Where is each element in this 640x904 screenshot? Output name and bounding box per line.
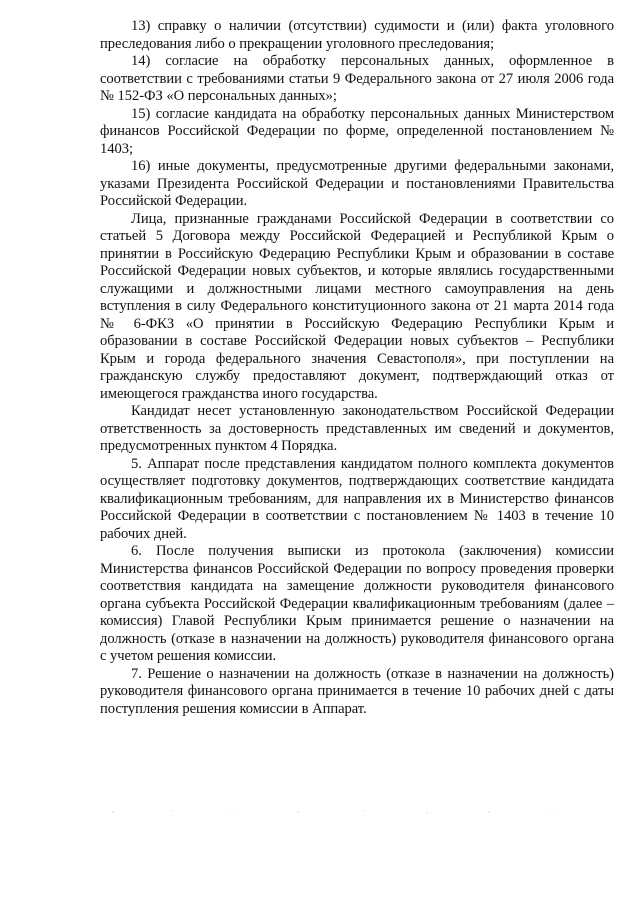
document-body: [100, 18, 614, 718]
paragraph-item-16: 16) иные документы, предусмотренные другими федеральными законами, указами Президента Российской Федерации и постановлениями Правительства Российской Федерации.: [100, 158, 614, 209]
paragraph-item-15: 15) согласие кандидата на обработку персональных данных Министерством финансов Российской Федерации по форме, определенной постановлением № 1403;: [100, 105, 614, 157]
paragraph-crimea-citizens: Лица, признанные гражданами Российской Федерации в соответствии со статьей 5 Договора между Российской Федерацией и Республикой Крым о принятии в Российскую Федерацию Республики Крым и образовании в составе Российской Федерации новых субъектов, и которые являлись государственными служащими и должностными лицами местного самоуправления на день вступления в силу Федерального конституционного закона от 21 марта 2014 года № 6-ФКЗ «О принятии в Российскую Федерацию Республики Крым и образовании в составе Российской Федерации новых субъектов – Республики Крым и города федерального значения Севастополя», при поступлении на гражданскую службу предоставляют документ, подтверждающий отказ от имеющегося гражданства иного государства.: [100, 210, 614, 402]
paragraph-clause-6: 6. После получения выписки из протокола (заключения) комиссии Министерства финансов Российской Федерации по вопросу проведения проверки соответствия кандидата на замещение должности руководителя финансового органа субъекта Российской Федерации квалификационным требованиям (далее – комиссия) Главой Республики Крым принимается решение о назначении на должность (отказе в назначении на должность) руководителя финансового органа с учетом решения комиссии.: [100, 543, 614, 664]
paragraph-item-14: 14) согласие на обработку персональных данных, оформленное в соответствии с требованиями статьи 9 Федерального закона от 27 июля 2006 года № 152-ФЗ «О персональных данных»;: [100, 53, 614, 104]
paragraph-item-13: 13) справку о наличии (отсутствии) судимости и (или) факта уголовного преследования либо о прекращении уголовного преследования;: [100, 18, 614, 52]
paragraph-clause-5: 5. Аппарат после представления кандидатом полного комплекта документов осуществляет подготовку документов, подтверждающих соответствие кандидата квалификационным требованиям, для направления их в Министерство финансов Российской Федерации в соответствии с постановлением № 1403 в течение 10 рабочих дней.: [100, 455, 614, 542]
paragraph-clause-7: 7. Решение о назначении на должность (отказе в назначении на должность) руководителя финансового органа принимается в течение 10 рабочих дней с даты поступления решения комиссии в Аппарат.: [100, 665, 614, 717]
paragraph-candidate-responsibility: Кандидат несет установленную законодательством Российской Федерации ответственность за достоверность представленных им сведений и документов, предусмотренных пунктом 4 Порядка.: [100, 403, 614, 454]
